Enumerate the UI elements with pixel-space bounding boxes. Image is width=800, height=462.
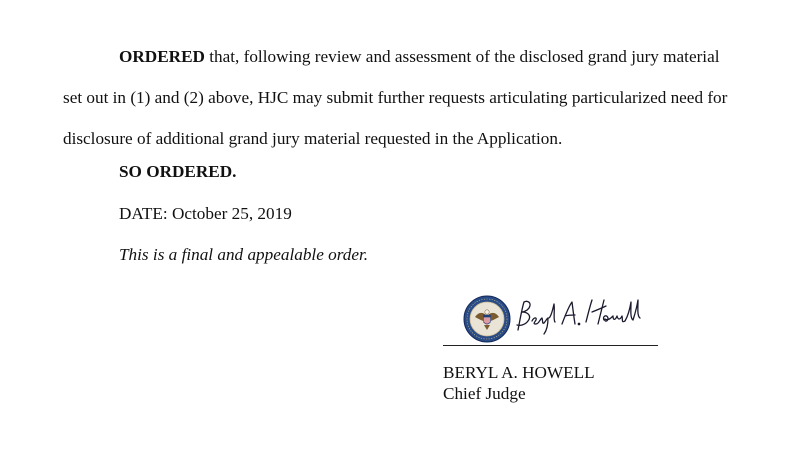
order-line-1-text: that, following review and assessment of the disclosed grand jury material: [204, 47, 720, 66]
ordered-lead-word: ORDERED: [119, 47, 205, 66]
order-date: DATE: October 25, 2019: [119, 204, 292, 223]
judge-name: BERYL A. HOWELL: [443, 363, 595, 382]
judge-title: Chief Judge: [443, 384, 526, 403]
signature-line: [443, 345, 658, 346]
so-ordered-heading: SO ORDERED.: [119, 162, 237, 181]
order-paragraph: [63, 36, 783, 159]
order-line-1: [63, 36, 783, 77]
final-order-note: This is a final and appealable order.: [119, 245, 369, 264]
order-line-3: disclosure of additional grand jury material requested in the Application.: [63, 129, 563, 148]
judge-signature: [512, 294, 642, 338]
order-line-2: set out in (1) and (2) above, HJC may submit further requests articulating particularized need for: [63, 88, 728, 107]
court-seal-icon: [463, 295, 511, 343]
